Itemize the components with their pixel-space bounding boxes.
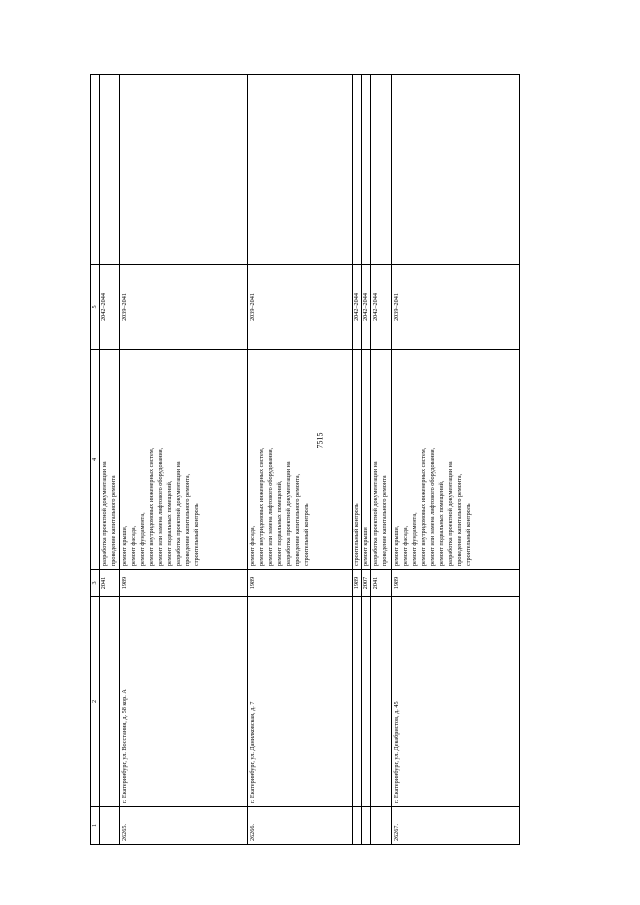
header-cell: 4 [91, 350, 100, 570]
period-cell: 2042–2044 [100, 265, 120, 350]
row-number [370, 807, 391, 845]
address-cell [100, 597, 120, 807]
table-row [120, 75, 248, 845]
period-cell: 2039–2041 [120, 265, 248, 350]
address-cell: г. Екатеринбург, ул. Декабристов, д. 45 [391, 597, 519, 807]
row-number [100, 807, 120, 845]
address-cell [370, 597, 391, 807]
table-row [100, 75, 120, 845]
address-cell [352, 597, 361, 807]
table-row [248, 75, 352, 845]
period-cell: 2042–2044 [370, 265, 391, 350]
address-cell [361, 597, 370, 807]
year-cell: 1989 [391, 570, 519, 597]
works-cell: разработка проектной документации на проведение капитального ремонта [100, 350, 120, 570]
page-number: 7515 [315, 432, 325, 449]
empty-cell [370, 75, 391, 265]
works-cell: ремонт крыши, ремонт фасада, ремонт фундамента, ремонт внутридомовых инженерных систем, ремонт или замена лифтового оборудования, ремонт подвальных помещений, разработка проектной документации на проведение капитального ремонта, строительный контроль [120, 350, 248, 570]
empty-cell [120, 75, 248, 265]
register-table [90, 74, 520, 845]
address-cell: г. Екатеринбург, ул. Данилковская, д. 7 [248, 597, 352, 807]
period-cell: 2042–2044 [352, 265, 361, 350]
year-cell: 1989 [120, 570, 248, 597]
empty-cell [100, 75, 120, 265]
period-cell: 2039–2041 [391, 265, 519, 350]
header-cell: 2 [91, 597, 100, 807]
table-row [391, 75, 519, 845]
row-number: 26267. [391, 807, 519, 845]
works-cell: ремонт фасада, ремонт внутридомовых инженерных систем, ремонт или замена лифтового оборудования, ремонт подвальных помещений, разработка проектной документации на проведение капитального ремонта, строительный контроль [248, 350, 352, 570]
table-row [370, 75, 391, 845]
works-cell: ремонт крыши [361, 350, 370, 570]
row-number [352, 807, 361, 845]
period-cell: 2042–2044 [361, 265, 370, 350]
empty-cell [361, 75, 370, 265]
row-number: 26266. [248, 807, 352, 845]
row-number: 26265. [120, 807, 248, 845]
year-cell: 2041 [100, 570, 120, 597]
year-cell: 1989 [352, 570, 361, 597]
empty-cell [391, 75, 519, 265]
empty-cell [352, 75, 361, 265]
register-table-rotated [90, 75, 520, 845]
table-row [361, 75, 370, 845]
header-cell: 1 [91, 807, 100, 845]
works-cell: строительный контроль [352, 350, 361, 570]
header-row [91, 75, 100, 845]
header-cell [91, 75, 100, 265]
empty-cell [248, 75, 352, 265]
period-cell: 2039–2041 [248, 265, 352, 350]
year-cell: 1989 [248, 570, 352, 597]
year-cell: 2041 [370, 570, 391, 597]
header-cell: 3 [91, 570, 100, 597]
works-cell: ремонт крыши, ремонт фасада, ремонт фундамента, ремонт внутридомовых инженерных систем, ремонт или замена лифтового оборудования, ремонт подвальных помещений, разработка проектной документации на проведение капитального ремонта, строительный контроль [391, 350, 519, 570]
year-cell: 2007 [361, 570, 370, 597]
table-row [352, 75, 361, 845]
header-cell: 5 [91, 265, 100, 350]
row-number [361, 807, 370, 845]
address-cell: г. Екатеринбург, ул. Восстания, д. 58 кор. А [120, 597, 248, 807]
works-cell: разработка проектной документации на проведение капитального ремонта [370, 350, 391, 570]
